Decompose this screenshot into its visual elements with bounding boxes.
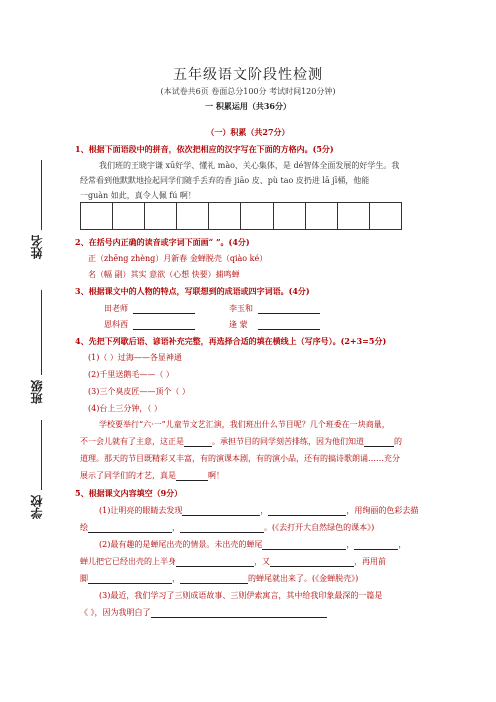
passage-line: 道理。那天的节目既精彩又丰富，有的演课本剧，有的演小品，还有的搞诗歌朗诵……充分 [80,454,400,463]
fill-line: (3)最近，我们学习了三则成语故事、三则伊索寓言，其中给我印象最深的一篇是 [99,591,383,600]
person-name: 逢 蒙 [229,320,248,329]
section-heading: （一）积累（共27分） [206,127,290,137]
answer-blank[interactable] [133,304,195,314]
idiom-item: (4)台上三分钟，（ ） [88,404,162,413]
passage-line: 学校要举行“六·一”儿童节文艺汇演，我们班出什么节目呢？几个班委在一块商量， [99,420,390,429]
fill-line: 蝉儿把它已经出壳的上半身 ，又 ，再用前 [80,557,386,566]
answer-blank[interactable] [176,471,208,481]
answer-blank[interactable] [133,320,195,330]
answer-cell[interactable] [369,203,401,229]
answer-cell[interactable] [144,203,176,229]
answer-blank[interactable] [354,540,398,550]
answer-blank[interactable] [184,437,212,447]
answer-blank[interactable] [88,523,172,533]
school-line[interactable] [41,420,42,490]
answer-blank[interactable] [182,506,260,516]
fill-line: 《 》，因为我明白了 [80,607,327,618]
person-name: 恩科西 [104,320,128,329]
answer-cell[interactable] [240,203,272,229]
answer-cell[interactable] [273,203,305,229]
answer-blank[interactable] [180,574,248,584]
question-1-line: 我们班的王晓宇谦 xū好学、懂礼 mào、关心集体，是 dé智体全面发展的好学生。我 [99,161,400,170]
question-2-line: 正（zhēng zhèng）月新春 金蝉脱壳（qiào ké） [88,254,268,263]
answer-blank[interactable] [88,574,172,584]
answer-cell[interactable] [305,203,337,229]
class-label: 班级 [30,380,44,404]
answer-grid[interactable] [80,202,402,230]
page-title: 五年级语文阶段性检测 [173,67,323,83]
question-1-line: 经常看到他默默地捡起同学们随手丢弃的香 jiāo 皮、pù tao 皮扔进 lā jī桶，他能 [80,176,370,185]
answer-blank[interactable] [268,506,346,516]
fill-line: (2)最有趣的是蝉尾出壳的情景。未出壳的蝉尾 ， ， [99,540,407,549]
school-label: 学校 [30,495,44,519]
answer-cell[interactable] [81,203,112,229]
passage-line: 展示了同学们的才艺，真是 啊！ [80,471,224,480]
idiom-item: (2)千里送鹅毛——（ ） [88,370,174,379]
question-2-line: 名（幅 副）其实 意欲（心想 快要）捕鸣蝉 [88,270,240,279]
idiom-item: (1)（ ）过海——各显神通 [88,353,182,362]
answer-cell[interactable] [208,203,240,229]
question-1-line: 一guàn 如此，真令人佩 fú 啊！ [80,191,196,200]
exam-info: (本试卷共6页 卷面总分100分 考试时间120分钟) [160,87,336,96]
name-line[interactable] [41,160,42,230]
name-label: 姓名 [30,235,44,259]
passage-line: 不一会儿就有了主意，这正是 。承担节目的同学刻苦排练，因为他们知道 的 [80,437,402,446]
question-5-title: 5、根据课文内容填空（9分） [75,488,183,498]
class-line[interactable] [41,290,42,375]
answer-blank[interactable] [180,523,264,533]
answer-cell[interactable] [112,203,144,229]
fill-line: 绘 ， 。(《去打开大自然绿色的课本》) [80,523,375,532]
question-2-title: 2、在括号内正确的读音或字词下面画“ ”。(4分) [75,237,250,247]
answer-blank[interactable] [270,557,354,567]
question-1-title: 1、根据下面语段中的拼音，依次把相应的汉字写在下面的方格内。(5分) [75,144,334,154]
question-3-title: 3、根据课文中的人物的特点，写联想到的成语或四字词语。(4分) [75,286,310,296]
answer-blank[interactable] [364,437,394,447]
answer-cell[interactable] [176,203,208,229]
person-name: 李玉和 [229,304,253,313]
answer-blank[interactable] [176,557,254,567]
answer-blank[interactable] [262,540,346,550]
answer-cell[interactable] [337,203,369,229]
part-heading: 一 积累运用（共36分） [205,101,291,111]
fill-line: (1)让明亮的眼睛去发现 ， ，用绚丽的色彩去描 [99,506,419,515]
fill-line: 脚 ， 的蝉尾就出来了。(《金蝉脱壳》) [80,574,359,583]
answer-blank[interactable] [258,304,320,314]
person-name: 田老师 [104,304,128,313]
answer-blank[interactable] [151,608,327,618]
answer-blank[interactable] [258,320,320,330]
idiom-item: (3)三个臭皮匠——顶个（ ） [88,387,190,396]
question-4-title: 4、先把下列歇后语、谚语补充完整，再选择合适的填在横线上（写序号）。(2+3=5分) [75,336,387,346]
